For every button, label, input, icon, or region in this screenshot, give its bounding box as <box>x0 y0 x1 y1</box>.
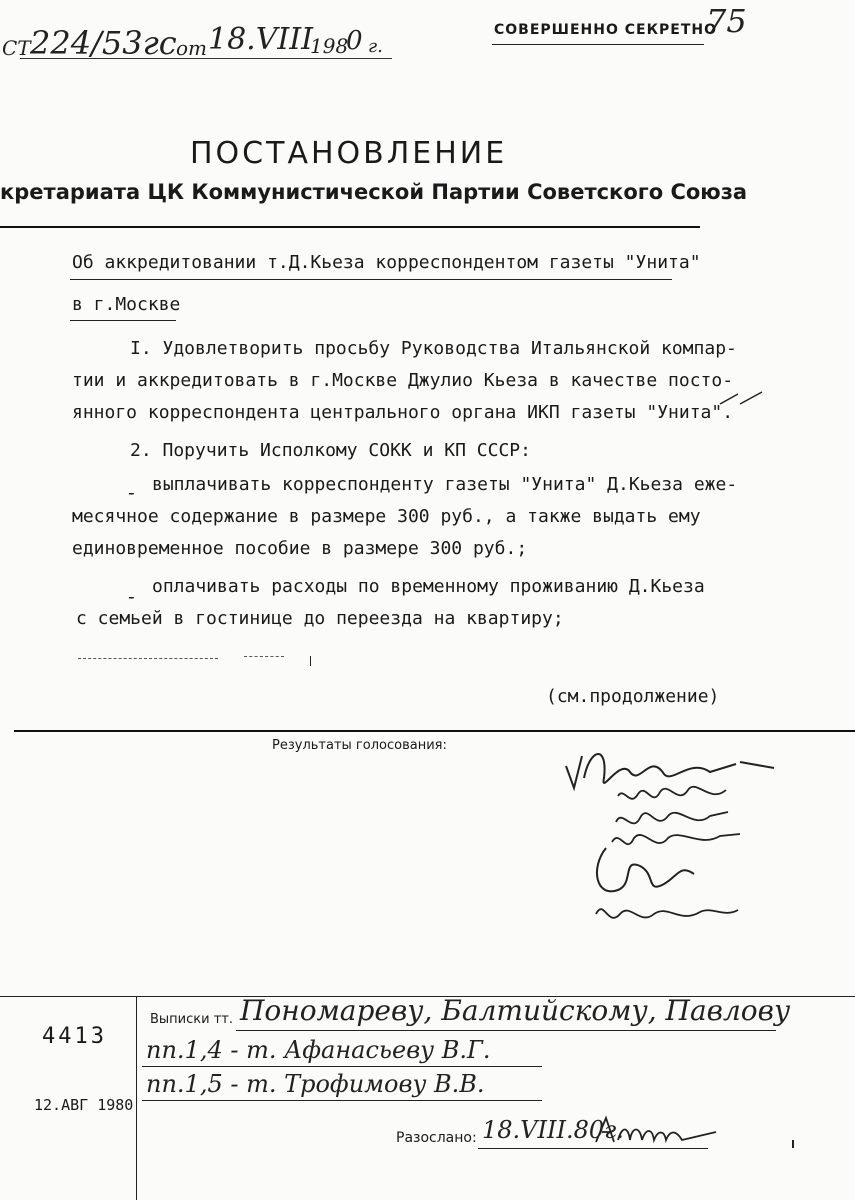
registry-divider <box>136 996 137 1200</box>
date-from-label: от <box>176 36 208 60</box>
sent-signature <box>592 1112 722 1152</box>
page-mark: 75 <box>706 2 747 40</box>
voting-label: Результаты голосования: <box>272 738 447 753</box>
voting-signatures <box>560 738 780 938</box>
ink-mark <box>792 1140 794 1148</box>
registry-number: 4413 <box>42 1024 107 1049</box>
extracts-label: Выписки тт. <box>150 1012 233 1027</box>
extracts-line-1: Пономареву, Балтийскому, Павлову <box>240 994 791 1027</box>
body-line-4: 2. Поручить Исполкому СОКК и КП СССР: <box>130 440 531 461</box>
check-mark-icon <box>718 388 766 408</box>
sent-label: Разослано: <box>396 1130 477 1146</box>
dash-mark-2: - <box>128 584 135 608</box>
issuing-body: кретариата ЦК Коммунистической Партии Советского Союза <box>0 180 748 204</box>
extracts-underline-2 <box>142 1066 542 1067</box>
body-line-8: оплачивать расходы по временному проживанию Д.Кьеза <box>152 576 705 597</box>
title-rule <box>0 226 700 228</box>
classification-stamp: СОВЕРШЕННО СЕКРЕТНО <box>494 22 718 38</box>
extracts-underline-1 <box>236 1030 776 1031</box>
extracts-line-2: пп.1,4 - т. Афанасьеву В.Г. <box>146 1036 491 1064</box>
subject-underline-2 <box>70 320 176 321</box>
subject-line-2: в г.Москве <box>72 294 181 315</box>
ink-mark <box>78 658 218 659</box>
extracts-line-3: пп.1,5 - т. Трофимову В.В. <box>146 1070 485 1098</box>
body-line-6: месячное содержание в размере 300 руб., а также выдать ему <box>72 506 701 527</box>
continuation-note: (см.продолжение) <box>546 686 720 707</box>
body-line-5: выплачивать корреспонденту газеты "Унита" Д.Кьеза еже- <box>152 474 738 495</box>
registration-prefix: СТ <box>2 36 31 60</box>
body-line-3: янного корреспондента центрального органа ИКП газеты "Унита". <box>72 402 734 423</box>
body-line-1: I. Удовлетворить просьбу Руководства Итальянской компар- <box>130 338 737 359</box>
subject-line-1: Об аккредитовании т.Д.Кьеза корреспондентом газеты "Унита" <box>72 252 701 273</box>
document-title: ПОСТАНОВЛЕНИЕ <box>190 136 508 171</box>
sent-date: 18.VIII.80г. <box>482 1116 624 1144</box>
section-rule <box>14 730 855 732</box>
registration-number: 224/53гс <box>30 24 177 62</box>
dash-mark-1: - <box>128 480 135 504</box>
registry-stamp-date: 12.АВГ 1980 <box>34 1096 134 1114</box>
body-line-2: тии и аккредитовать в г.Москве Джулио Кьеза в качестве посто- <box>72 370 734 391</box>
document-date: 18.VIII <box>208 22 313 57</box>
ink-mark <box>244 656 284 657</box>
classification-underline <box>492 44 704 45</box>
year-suffix: г. <box>368 36 383 57</box>
ink-mark <box>310 656 311 666</box>
year-prefix: 198 <box>310 34 349 58</box>
extracts-underline-3 <box>142 1100 542 1101</box>
body-line-9: с семьей в гостинице до переезда на квартиру; <box>76 608 564 629</box>
subject-underline-1 <box>70 279 672 280</box>
year-digit: 0 <box>346 26 363 56</box>
body-line-7: единовременное пособие в размере 300 руб.; <box>72 538 528 559</box>
header-underline <box>20 58 392 59</box>
